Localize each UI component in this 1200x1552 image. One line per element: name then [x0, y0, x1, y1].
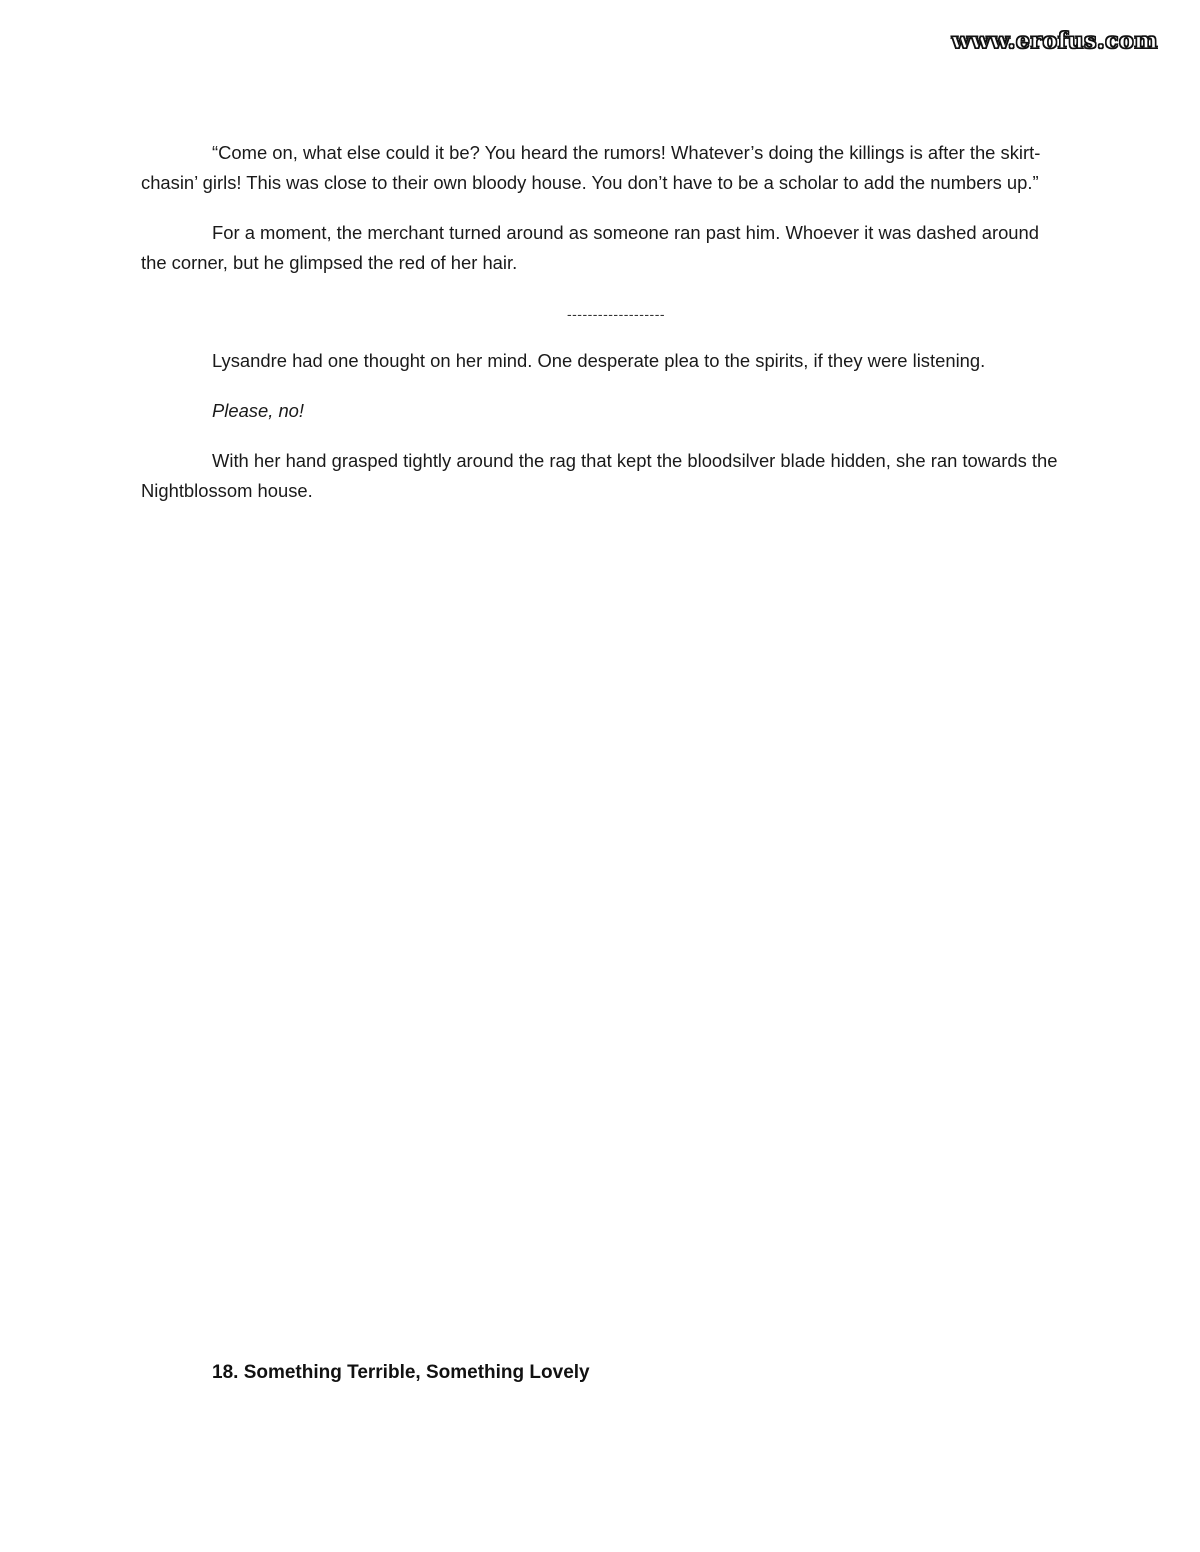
paragraph-run: With her hand grasped tightly around the rag that kept the bloodsilver blade hidden, she ran towards the Nightblossom house. — [141, 450, 1058, 501]
paragraph-lysandre: Lysandre had one thought on her mind. One desperate plea to the spirits, if they were listening. — [212, 350, 986, 371]
paragraph-plea: Please, no! — [212, 400, 305, 421]
chapter-heading: 18. Something Terrible, Something Lovely — [212, 1362, 590, 1383]
document-body — [141, 138, 1061, 506]
paragraph-merchant: For a moment, the merchant turned around as someone ran past him. Whoever it was dashed around the corner, but he glimpsed the red of her hair. — [141, 222, 1039, 273]
watermark-logo: www.erofus.com — [951, 28, 1158, 54]
scene-break: ------------------- — [566, 306, 666, 322]
paragraph-dialogue: “Come on, what else could it be? You heard the rumors! Whatever’s doing the killings is after the skirt-chasin’ girls! This was close to their own bloody house. You don’t have to be a scholar to add the numbers up.” — [141, 142, 1041, 193]
